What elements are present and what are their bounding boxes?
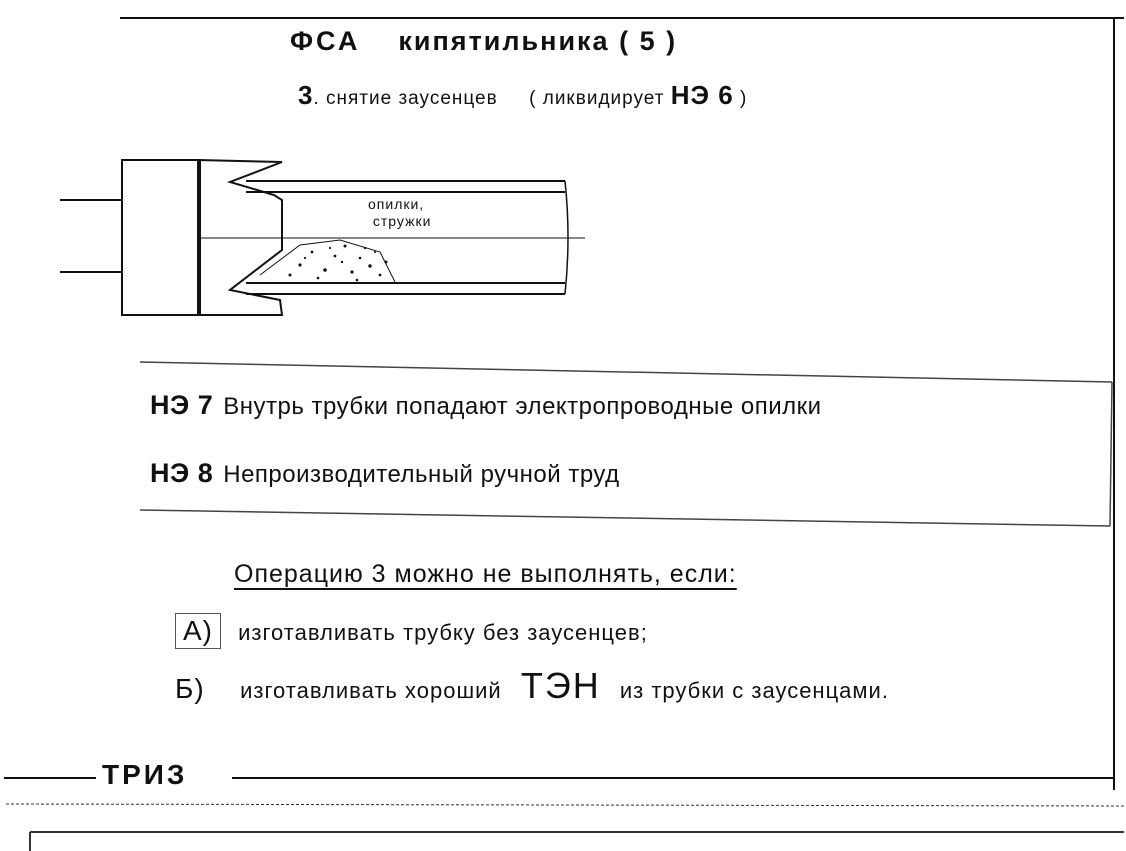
chips-label: опилки, стружки xyxy=(368,196,432,229)
condition-text-after: из трубки с заусенцами. xyxy=(619,678,889,703)
condition-b xyxy=(175,665,889,707)
subtitle-paren-open: ( ликвидирует xyxy=(529,88,665,109)
title-object: кипятильника xyxy=(398,26,610,56)
title-number: ( 5 ) xyxy=(619,26,678,56)
subtitle-paren-close: ) xyxy=(739,88,748,109)
subtitle-step-text: . снятие заусенцев xyxy=(313,88,498,109)
undesirable-effect-8 xyxy=(150,458,620,489)
effect-code: НЭ 8 xyxy=(150,458,214,488)
tube-drawing xyxy=(60,160,585,315)
effect-text: Непроизводительный ручной труд xyxy=(223,461,620,488)
effect-text: Внутрь трубки попадают электропроводные опилки xyxy=(223,393,822,420)
condition-highlight: ТЭН xyxy=(520,665,601,706)
footer-triz-label: ТРИЗ xyxy=(96,759,193,791)
effects-box xyxy=(140,362,1112,526)
slide-title xyxy=(290,26,677,57)
condition-marker: А) xyxy=(175,613,221,649)
bottom-border xyxy=(6,804,1124,851)
operation-heading: Операцию 3 можно не выполнять, если: xyxy=(234,560,737,588)
undesirable-effect-7 xyxy=(150,390,822,421)
subtitle-ne-code: НЭ 6 xyxy=(670,80,734,110)
slide-subtitle xyxy=(298,80,747,111)
title-abbrev: ФСА xyxy=(290,26,361,56)
condition-marker: Б) xyxy=(175,673,205,704)
effect-code: НЭ 7 xyxy=(150,390,214,420)
condition-a xyxy=(175,613,648,649)
subtitle-step-number: 3 xyxy=(298,80,314,110)
condition-text: изготавливать трубку без заусенцев; xyxy=(238,620,648,645)
condition-text-before: изготавливать хороший xyxy=(240,678,502,703)
